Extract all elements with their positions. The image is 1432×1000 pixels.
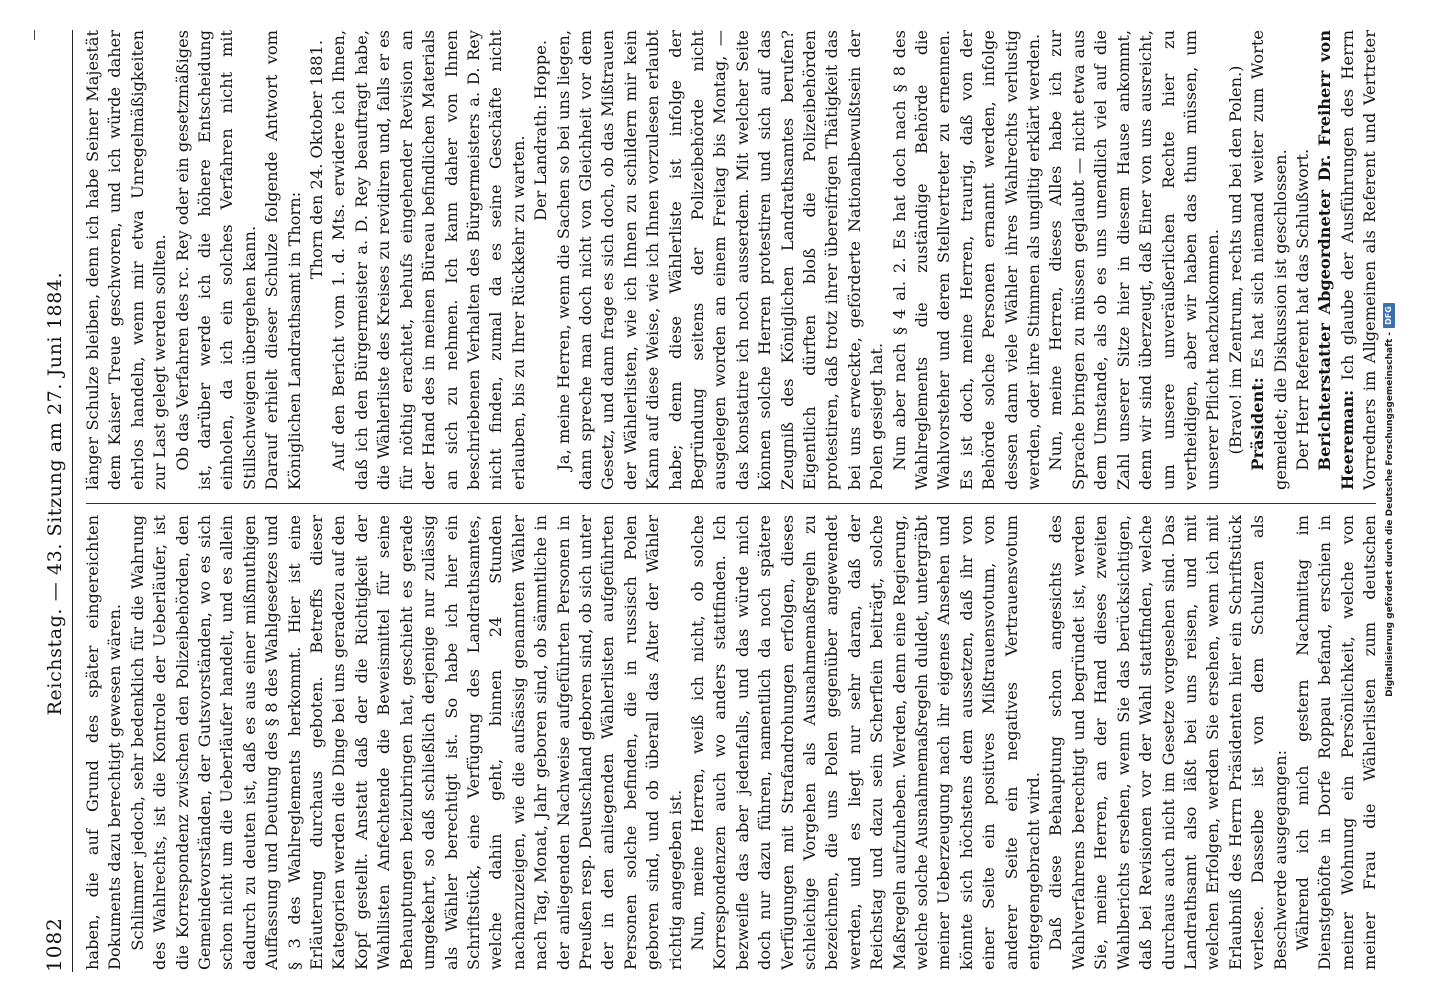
paragraph: länger Schulze bleiben, denn ich habe Seiner Majestät dem Kaiser Treue geschworen, und ich würde daher ehrlos handeln, wenn mir etwa Unregelmäßigkeiten zur Last gelegt werden sollten. [83, 30, 170, 490]
digitization-note [1383, 0, 1398, 1000]
letter-date: Thorn den 24. Oktober 1881. [307, 40, 327, 280]
paragraph [1314, 30, 1382, 490]
speaker-label: Berichterstatter Abgeordneter Dr. Freiherr von Heereman: [1315, 30, 1357, 490]
paragraph: Ja, meine Herren, wenn die Sachen so bei uns liegen, dann spreche man doch nicht von Gleichheit vor dem Gesetz, und dann frage es sich doch, ob das Mißtrauen der Wählerlisten, wie ich Ihnen zu schildern mir kein Kann auf diese Weise, wie ich Ihnen vorzulesen erlaubt habe; denn diese Wählerliste ist infolge der Begründung seitens der Polizeibehörde nicht ausgelegen worden an einem Freitag bis Montag, — das konstatire ich noch ausserdem. Mit welcher Seite können solche Herren protestiren und sich auf das Zeugniß des Königlichen Landrathsamtes berufen? Eigentlich dürften bloß die Polizeibehörden protestiren, daß trotz ihrer übereifrigen Thätigkeit das bei uns erweckte, geförderte Nationalbewußtsein der Polen gesiegt hat. [553, 30, 887, 490]
paragraph: Nun, meine Herren, dieses Alles habe ich zur Sprache bringen zu müssen geglaubt — nicht etwa aus dem Umstande, als ob es uns unendlich viel auf die Zahl unserer Sitze hier in diesem Hause ankommt, denn wir sind überzeugt, daß Einer von uns ausreicht, um unsere unveräußerlichen Rechte hier zu vertheidigen, aber wir haben das thun müssen, um unserer Pflicht nachzukommen. [1046, 30, 1223, 490]
header-rule [72, 30, 73, 972]
speech-text: Ich glaube der Ausführungen des Herrn Vorredners im Allgemeinen als Referent und Vertreter [1337, 30, 1380, 490]
page-number: 1082 [42, 917, 66, 972]
paragraph: Während ich mich gestern Nachmittag im Dienstgehöfte in Dorfe Roppau befand, erschien in meiner Wohnung ein Persönlichkeit, welche von meiner Frau die Wählerlisten zum deutschen [1292, 515, 1380, 970]
page-header [22, 30, 66, 972]
running-head: Reichstag. — 43. Sitzung am 27. Juni 1884. [44, 271, 66, 716]
column-divider [86, 503, 1376, 504]
speech-text: Es hat sich niemand weiter zum Worte gemeldet; die Diskussion ist geschlossen. [1248, 30, 1290, 490]
applause-note: (Bravo! im Zentrum, rechts und bei den Polen.) [1225, 65, 1245, 455]
paragraph [1247, 30, 1292, 490]
paragraph: Nun, meine Herren, weiß ich nicht, ob solche Korrespondenzen auch wo anders stattfinden. Ich bezweifle das aber jedenfalls, und das würde mich doch nur dazu führen, namentlich da noch spätere Verfügungen mit Strafandrohungen erfolgen, dieses schleichige Vorgehen als Ausnahmemaßregeln zu bezeichnen, die uns Polen gegenüber angewendet werden, und es liegt nur sehr daran, daß der Reichstag und dazu sein Scherflein beiträgt, solche Maßregeln aufzuheben. Werden, denn eine Regierung, welche solche Ausnahmemaßregeln duldet, untergräbt meiner Ueberzeugung nach ihr eigenes Ansehen und könnte sich höchstens dem aussetzen, daß ihr von einer Seite ein positives Mißtrauensvotum, von anderer Seite ein negatives Vertrauensvotum entgegengebracht wird. [687, 515, 1044, 970]
letter-signature: Der Landrath: Hoppe. [531, 40, 551, 221]
corner-mark [34, 30, 35, 40]
paragraph: Der Herr Referent hat das Schlußwort. [1292, 148, 1312, 471]
paragraph: Schlimmer jedoch, sehr bedenklich für die Wahrung des Wahlrechts, ist die Kontrole der Ueberläufer, ist die Korrespondenz zwischen den Polizeibehörden, den Gemeindevorständen, der Gutsvorständen, wo es sich schon nicht um die Ueberläufer handelt, und es allein dadurch zu deuten ist, daß es aus einer mißmuthigen Auffassung und Deutung des § 8 des Wahlgesetzes und § 3 des Wahlreglements herkommt. Hier ist eine Erläuterung durchaus geboten. Betreffs dieser Kategorien werden die Dinge bei uns geradezu auf den Kopf gestellt. Anstatt daß der die Richtigkeit der Wahllisten Anfechtende die Beweismittel für seine Behauptungen beizubringen hat, geschieht es gerade umgekehrt, so daß schließlich derjenige nur zulässig als Wähler berechtigt ist. So habe ich hier ein Schriftstück, eine Verfügung des Landrathsamtes, welche dahin geht, binnen 24 Stunden nachanzuzeigen, wie die aufsässig genannten Wähler nach Tag, Monat, Jahr geboren sind, ob sämmtliche in der anliegenden Nachweise aufgeführten Personen in Preußen resp. Deutschland geboren sind, ob sich unter der in den anliegenden Wählerlisten aufgeführten Personen solche befinden, die in russisch Polen geboren sind, und ob überall das Alter der Wähler richtig angegeben ist. [127, 515, 685, 970]
digitization-text: Digitalisierung gefördert durch die Deutsche Forschungsgemeinschaft - [1385, 331, 1395, 697]
dfg-logo: DFG [1383, 303, 1395, 328]
paragraph: Daß diese Behauptung schon angesichts des Wahlverfahrens berechtigt und begründet ist, werden Sie, meine Herren, an der Hand dieses zweiten Wahlberichts ersehen, wenn Sie das berücksichtigen, daß bei Revisionen vor der Wahl stattfinden, welche durchaus auch nicht im Gesetze vorgesehen sind. Das Landrathsamt also läßt bei uns reisen, und mit welchen Erfolgen, werden Sie ersehen, wenn ich mit Erlaubniß des Herrn Präsidenten hier ein Schriftstück verlese. Dasselbe ist von dem Schulzen als Beschwerde ausgegangen: [1046, 515, 1290, 970]
right-column [82, 30, 1382, 490]
paragraph: haben, die auf Grund des später eingereichten Dokuments dazu berechtigt gewesen wären. [83, 515, 125, 970]
paragraph: Auf den Bericht vom 1. d. Mts. erwidere ich Ihnen, daß ich den Bürgermeister a. D. Rey beauftragt habe, die Wählerliste des Kreises zu revidiren und, falls er es für nöthig erachtet, behufs eingehender Revision an der Hand des in meinen Büreau befindlichen Materials an sich zu nehmen. Ich kann daher von Ihnen beschriebenen Verhalten des Bürgermeisters a. D. Rey nicht finden, zumal da es seine Geschäfte nicht erlauben, bis zu Ihrer Rückkehr zu warten. [329, 30, 528, 490]
paragraph: Darauf erhielt dieser Schulze folgende Antwort vom Königlichen Landrathsamt in Thorn: [262, 30, 304, 490]
paragraph: Ob das Verfahren des rc. Rey oder ein gesetzmäßiges ist, darüber werde ich die höhere Entscheidung einholen, da ich ein solches Verfahren nicht mit Stillschweigen übergehen kann. [172, 30, 259, 490]
left-column [82, 515, 1382, 970]
paragraph: Nun aber nach § 4 al. 2. Es hat doch nach § 8 des Wahlreglements die zuständige Behörde die Wahlvorsteher und deren Stellvertreter zu ernennen. Es ist doch, meine Herren, traurig, daß von der Behörde solche Personen ernannt werden, infolge dessen dann viele Wähler ihres Wahlrechts verlustig werden, oder ihre Stimmen als ungiltig erklärt werden. [889, 30, 1044, 490]
speaker-label: Präsident: [1248, 377, 1268, 471]
